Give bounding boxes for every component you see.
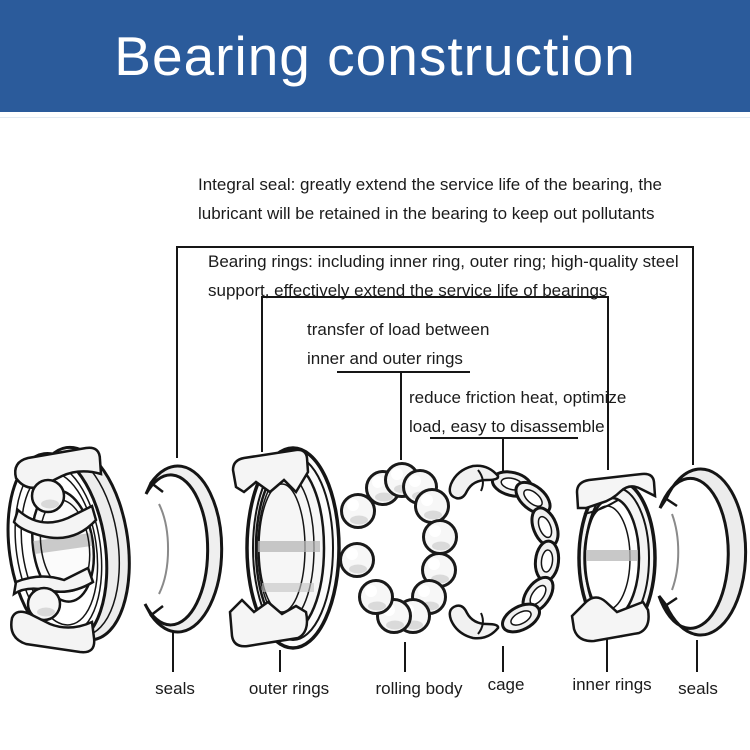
label-cage: cage: [487, 675, 525, 694]
annotation-line: Bearing rings: including inner ring, outer ring; high-quality steel: [208, 252, 679, 271]
annotation-line: lubricant will be retained in the bearing to keep out pollutants: [198, 204, 655, 223]
label-rolling-body: rolling body: [375, 679, 463, 698]
label-inner-rings: inner rings: [572, 675, 652, 694]
annotation-bearing-rings: [208, 247, 679, 305]
label-outer-rings: outer rings: [248, 679, 330, 698]
rolling-body-art: [341, 464, 457, 633]
label-seals-left: seals: [155, 679, 195, 698]
annotation-cage: [409, 383, 626, 441]
seal-left-art: [145, 466, 222, 632]
annotation-integral-seal: [198, 170, 662, 228]
bearing-assembled-art: [0, 441, 141, 652]
annotation-line: transfer of load between: [307, 320, 490, 339]
seal-right-art: [659, 469, 746, 635]
annotation-line: reduce friction heat, optimize: [409, 388, 627, 407]
annotation-line: Integral seal: greatly extend the service life of the bearing, the: [198, 175, 662, 194]
inner-ring-art: [572, 474, 655, 641]
cage-art: [450, 466, 563, 639]
annotation-rolling-body: [307, 315, 489, 373]
page-title: Bearing construction: [114, 24, 636, 87]
annotation-line: load, easy to disassemble: [409, 417, 605, 436]
label-seals-right: seals: [678, 679, 718, 698]
annotation-line: support, effectively extend the service life of bearings: [208, 281, 608, 300]
annotation-line: inner and outer rings: [307, 349, 463, 368]
outer-ring-art: [230, 448, 339, 648]
